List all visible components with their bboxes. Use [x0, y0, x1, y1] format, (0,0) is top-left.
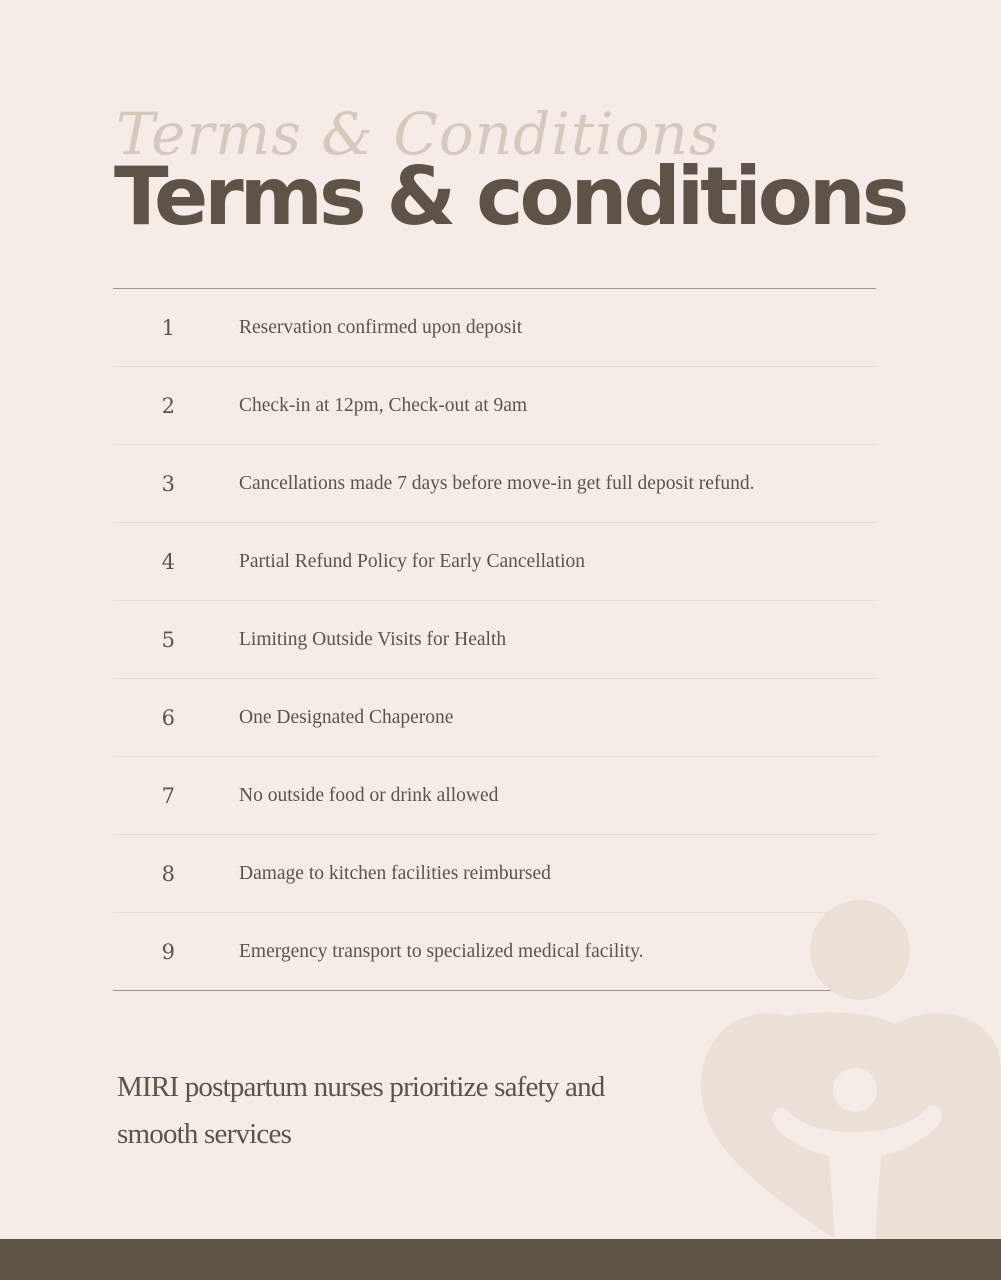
script-title: Terms & Conditions [116, 100, 720, 168]
term-text: Partial Refund Policy for Early Cancellation [239, 550, 586, 572]
term-row [113, 678, 876, 756]
term-row [113, 444, 876, 522]
term-text: No outside food or drink allowed [239, 784, 499, 806]
term-number: 1 [161, 315, 175, 340]
page-title: Terms & conditions [114, 150, 906, 243]
term-number: 4 [161, 549, 175, 574]
heart-person-logo-icon [695, 900, 1001, 1239]
term-text: Damage to kitchen facilities reimbursed [239, 862, 551, 884]
term-text: Reservation confirmed upon deposit [239, 316, 523, 338]
term-text: One Designated Chaperone [239, 706, 454, 728]
term-number: 9 [161, 939, 175, 964]
term-number: 7 [161, 783, 175, 808]
footer-text: MIRI postpartum nurses prioritize safety and smooth services [117, 1071, 605, 1150]
term-text: Check-in at 12pm, Check-out at 9am [239, 394, 528, 416]
term-row [113, 600, 876, 678]
term-row [113, 756, 876, 834]
term-number: 5 [161, 627, 175, 652]
term-number: 6 [161, 705, 175, 730]
term-number: 3 [161, 471, 175, 496]
term-number: 8 [161, 861, 175, 886]
term-number: 2 [161, 393, 175, 418]
terms-list [113, 288, 876, 991]
term-row [113, 522, 876, 600]
term-row [113, 289, 876, 366]
term-text: Cancellations made 7 days before move-in get full deposit refund. [239, 472, 755, 494]
term-row [113, 366, 876, 444]
bottom-bar [0, 1239, 1001, 1280]
term-text: Emergency transport to specialized medical facility. [239, 940, 644, 962]
term-text: Limiting Outside Visits for Health [239, 628, 507, 650]
